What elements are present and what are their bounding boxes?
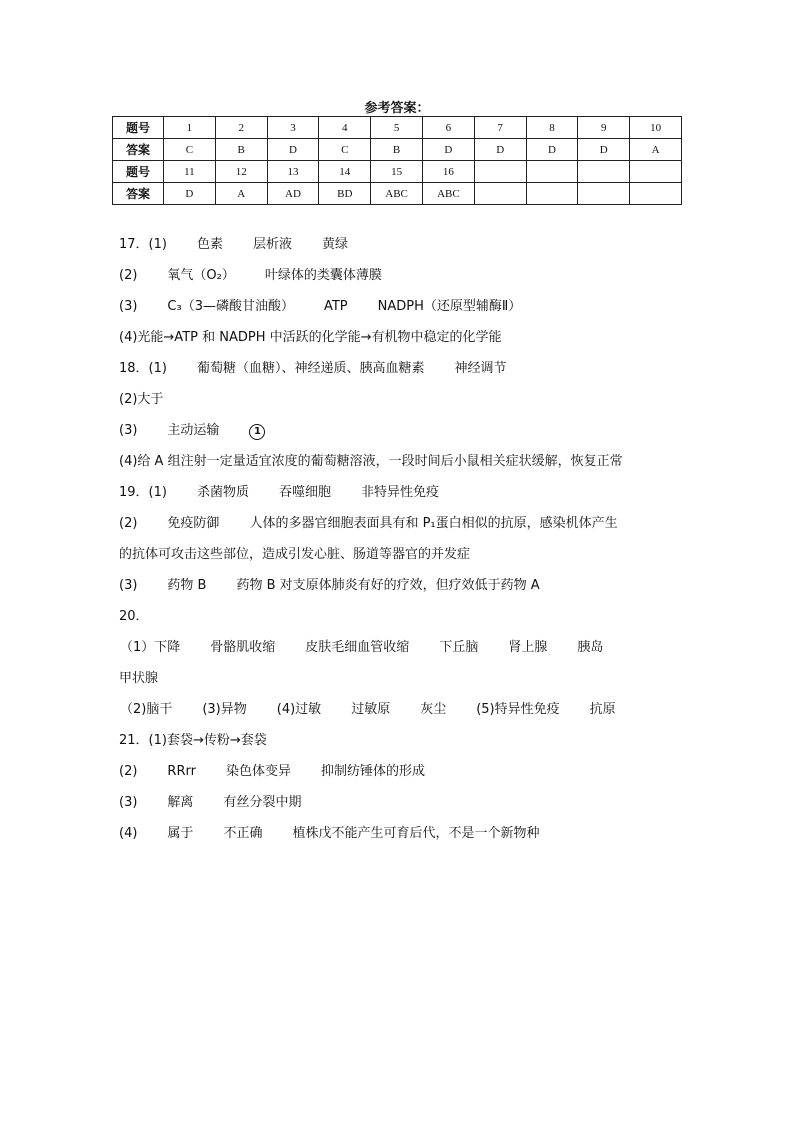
table-cell: 12 — [215, 161, 267, 183]
table-cell: C — [164, 139, 216, 161]
table-cell: BD — [319, 183, 371, 205]
answer-text: （1）下降 — [120, 640, 181, 655]
table-cell — [526, 161, 578, 183]
table-cell: ABC — [422, 183, 474, 205]
table-cell — [578, 161, 630, 183]
table-row — [113, 183, 682, 205]
table-cell: A — [215, 183, 267, 205]
answer-text: 非特异性免疫 — [361, 485, 440, 500]
answer-text: (4) — [119, 826, 138, 841]
answer-line — [119, 791, 301, 813]
answer-line — [119, 729, 267, 751]
answer-text: 叶绿体的类囊体薄膜 — [264, 268, 382, 283]
answer-line — [119, 481, 439, 503]
row-header: 答案 — [113, 139, 164, 161]
answer-line — [119, 512, 618, 534]
answer-line — [119, 543, 470, 565]
answer-text: 吞噬细胞 — [278, 485, 331, 500]
table-cell: D — [164, 183, 216, 205]
table-cell: 3 — [267, 117, 319, 139]
table-cell: 7 — [474, 117, 526, 139]
answer-text: (4)过敏 — [276, 702, 322, 717]
answer-line — [119, 326, 502, 348]
answer-text: 抗原 — [589, 702, 616, 717]
table-cell: 2 — [215, 117, 267, 139]
answer-text: 骨骼肌收缩 — [210, 640, 276, 655]
answer-line — [119, 233, 348, 255]
answer-text: (3) — [119, 299, 138, 314]
answer-text: 胰岛 — [577, 640, 604, 655]
table-cell: 9 — [578, 117, 630, 139]
answer-text: (2) — [119, 764, 138, 779]
table-cell: 10 — [630, 117, 682, 139]
row-header: 答案 — [113, 183, 164, 205]
answer-text: C₃（3—磷酸甘油酸） — [167, 299, 294, 314]
answer-text: (4)光能→ATP 和 NADPH 中活跃的化学能→有机物中稳定的化学能 — [119, 330, 502, 345]
table-cell — [630, 161, 682, 183]
answer-line — [119, 574, 540, 596]
answer-text: ATP — [323, 299, 348, 314]
table-cell: D — [267, 139, 319, 161]
answer-text: (3) — [119, 795, 138, 810]
table-cell: 14 — [319, 161, 371, 183]
table-cell — [526, 183, 578, 205]
answer-text: 染色体变异 — [225, 764, 291, 779]
answer-text: 属于 — [167, 826, 194, 841]
table-cell: ABC — [371, 183, 423, 205]
answer-text: 甲状腺 — [119, 671, 159, 686]
table-cell: 4 — [319, 117, 371, 139]
table-cell: A — [630, 139, 682, 161]
answer-text: 有丝分裂中期 — [223, 795, 302, 810]
table-cell — [630, 183, 682, 205]
answer-line — [120, 698, 616, 720]
answer-text: 肾上腺 — [508, 640, 548, 655]
answer-text: 的抗体可攻击这些部位，造成引发心脏、肠道等器官的并发症 — [119, 547, 471, 562]
answer-text: RRrr — [167, 764, 196, 779]
table-cell: C — [319, 139, 371, 161]
answer-text: 灰尘 — [420, 702, 447, 717]
table-cell — [578, 183, 630, 205]
table-cell: AD — [267, 183, 319, 205]
answer-text: (2) — [119, 268, 138, 283]
answer-text: 下丘脑 — [439, 640, 479, 655]
table-cell: 16 — [422, 161, 474, 183]
answer-text: 药物 B — [167, 578, 207, 593]
table-cell: B — [371, 139, 423, 161]
table-row — [113, 139, 682, 161]
answer-text: (3) — [119, 423, 138, 438]
answer-text: (2)大于 — [119, 392, 164, 407]
answer-line — [119, 264, 382, 286]
answer-text: 20． — [119, 609, 149, 624]
answer-text: 不正确 — [223, 826, 263, 841]
table-cell: 13 — [267, 161, 319, 183]
answer-text: 层析液 — [252, 237, 292, 252]
answer-line — [119, 450, 623, 472]
answer-text: 免疫防御 — [167, 516, 220, 531]
table-cell — [474, 161, 526, 183]
answer-text: （2)脑干 — [120, 702, 173, 717]
answer-text: 氧气（O₂） — [167, 268, 235, 283]
answer-line — [119, 419, 265, 441]
answer-line — [119, 822, 539, 844]
answer-line — [120, 636, 603, 658]
answer-text: 药物 B 对支原体肺炎有好的疗效，但疗效低于药物 A — [236, 578, 540, 593]
page-title: 参考答案： — [364, 101, 430, 116]
answer-line — [119, 388, 163, 410]
table-cell — [474, 183, 526, 205]
answer-text: (3)异物 — [202, 702, 247, 717]
table-cell: 6 — [422, 117, 474, 139]
answer-text: (3) — [119, 578, 138, 593]
answer-text: NADPH（还原型辅酶Ⅱ） — [377, 299, 522, 314]
answer-text: 抑制纺锤体的形成 — [320, 764, 425, 779]
answer-text: 解离 — [167, 795, 194, 810]
answer-text: 主动运输 — [167, 423, 220, 438]
answer-line — [119, 605, 149, 627]
table-cell: 8 — [526, 117, 578, 139]
table-cell: D — [422, 139, 474, 161]
row-header: 题号 — [113, 117, 164, 139]
answer-text: 神经调节 — [454, 361, 507, 376]
answer-line — [119, 760, 425, 782]
table-cell: 11 — [164, 161, 216, 183]
table-cell: 5 — [371, 117, 423, 139]
table-row — [113, 117, 682, 139]
table-cell: D — [578, 139, 630, 161]
answer-text: 黄绿 — [322, 237, 349, 252]
answer-text: 过敏原 — [351, 702, 391, 717]
answer-text: 植株戊不能产生可育后代，不是一个新物种 — [292, 826, 540, 841]
answer-text: (5)特异性免疫 — [476, 702, 560, 717]
answer-text: 葡萄糖（血糖）、神经递质、胰高血糖素 — [196, 361, 425, 376]
table-cell: B — [215, 139, 267, 161]
answer-text: 色素 — [196, 237, 223, 252]
table-row — [113, 161, 682, 183]
circled-number: 1 — [249, 424, 265, 440]
answer-line — [119, 357, 507, 379]
answer-text: (4)给 A 组注射一定量适宜浓度的葡萄糖溶液，一段时间后小鼠相关症状缓解，恢复正常 — [119, 454, 623, 469]
answer-text: 21．(1)套袋→传粉→套袋 — [119, 733, 267, 748]
answer-text: 杀菌物质 — [196, 485, 249, 500]
answer-line — [119, 667, 158, 689]
answer-table — [112, 116, 682, 205]
table-cell: D — [526, 139, 578, 161]
answer-text: 17．(1) — [119, 237, 167, 252]
row-header: 题号 — [113, 161, 164, 183]
table-cell: 15 — [371, 161, 423, 183]
answer-text: 18．(1) — [119, 361, 167, 376]
answer-text: 人体的多器官细胞表面具有和 P₁蛋白相似的抗原，感染机体产生 — [249, 516, 618, 531]
table-cell: 1 — [164, 117, 216, 139]
answer-text: 皮肤毛细血管收缩 — [305, 640, 410, 655]
answer-text: 19．(1) — [119, 485, 167, 500]
answer-line — [119, 295, 521, 317]
answer-text: (2) — [119, 516, 138, 531]
table-cell: D — [474, 139, 526, 161]
